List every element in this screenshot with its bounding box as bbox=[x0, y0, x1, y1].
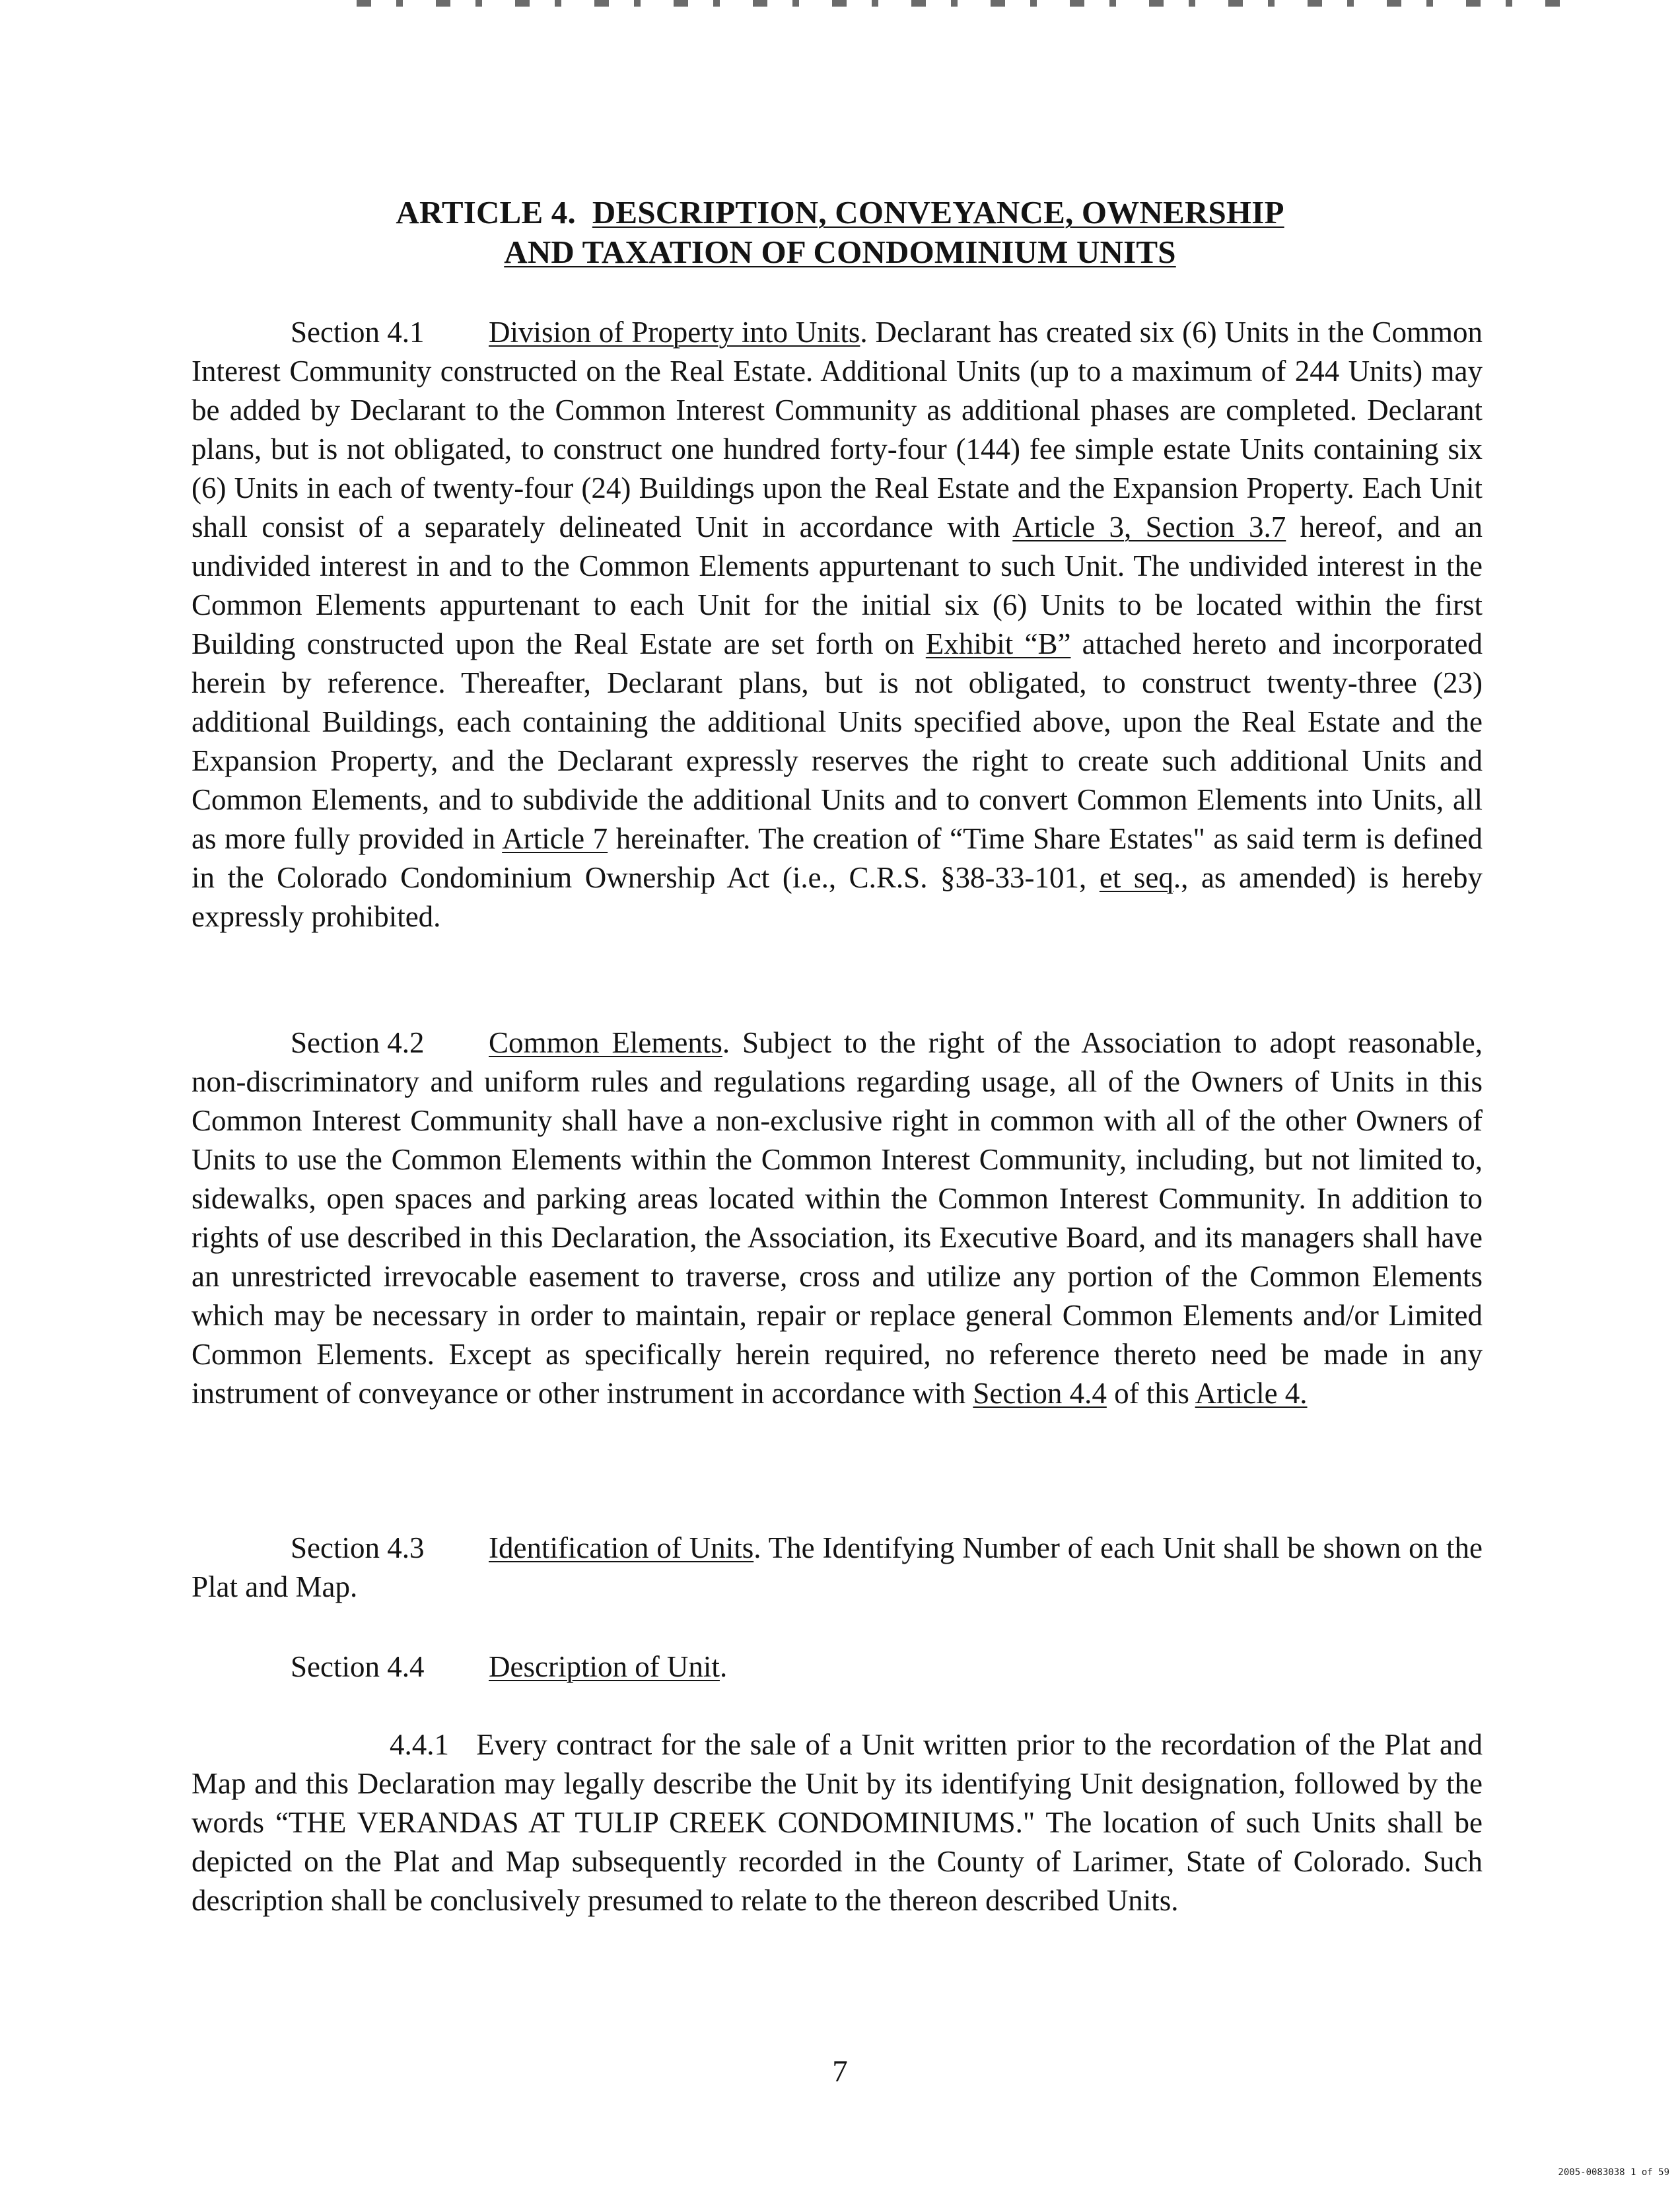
section-4-3-heading: Identification of Units bbox=[489, 1531, 754, 1564]
section-4-1-text-e: ., as amended) is hereby expressly prohibited. bbox=[192, 861, 1483, 933]
recording-stamp: 2005-0083038 1 of 59 bbox=[1558, 2167, 1669, 2178]
article-title-line-1 bbox=[0, 193, 1680, 232]
article-title-underlined-2: AND TAXATION OF CONDOMINIUM UNITS bbox=[504, 234, 1176, 270]
section-4-3-text-a: . The Identifying Number of each Unit shall be shown on the Plat and Map. bbox=[192, 1531, 1483, 1603]
section-4-1-text-a: . Declarant has created six (6) Units in the Common Interest Community constructed on the Real Estate. Additional Units (up to a maximum of 244 Units) may be added by Declarant to the Common Interest Community as additional phases are completed. Declarant plans, but is not obligated, to construct one hundred forty-four (144) fee simple estate Units containing six (6) Units in each of twenty-four (24) Buildings upon the Real Estate and the Expansion Property. Each Unit shall consist of a separately delineated Unit in accordance with bbox=[192, 316, 1483, 543]
cross-reference-link: et seq bbox=[1099, 861, 1173, 894]
subsection-4-4-1-text: Every contract for the sale of a Unit written prior to the recordation of the Plat and Map and this Declaration may legally describe the Unit by its identifying Unit designation, followed by the words “THE VERANDAS AT TULIP CREEK CONDOMINIUMS." The location of such Units shall be depicted on the Plat and Map subsequently recorded in the County of Larimer, State of Colorado. Such description shall be conclusively presumed to relate to the thereon described Units. bbox=[192, 1728, 1483, 1917]
section-4-1-text-d: hereinafter. The creation of “Time Share Estates" as said term is defined in the Colorado Condominium Ownership Act (i.e., C.R.S. §38-33-101, bbox=[192, 822, 1483, 894]
cross-reference-link: Section 4.4 bbox=[973, 1377, 1107, 1410]
article-title-underlined: DESCRIPTION, CONVEYANCE, OWNERSHIP bbox=[592, 194, 1284, 230]
scan-artifact-marks bbox=[357, 0, 1572, 7]
cross-reference-link: Exhibit “B” bbox=[925, 627, 1071, 660]
section-4-4-number: Section 4.4 bbox=[291, 1650, 425, 1683]
section-4-1-text-c: attached hereto and incorporated herein by reference. Thereafter, Declarant plans, but is not obligated, to construct twenty-three (23) additional Buildings, each containing the additional Units specified above, upon the Real Estate and the Expansion Property, and the Declarant expressly reserves the right to create such additional Units and Common Elements, and to subdivide the additional Units and to convert Common Elements into Units, all as more fully provided in bbox=[192, 627, 1483, 855]
section-4-2-paragraph bbox=[192, 1024, 1483, 1413]
subsection-4-4-1-paragraph bbox=[192, 1725, 1483, 1920]
section-4-3-number: Section 4.3 bbox=[291, 1531, 425, 1564]
section-4-4-tail: . bbox=[719, 1650, 728, 1683]
cross-reference-link: Article 3, Section 3.7 bbox=[1012, 510, 1286, 543]
page-number: 7 bbox=[832, 2054, 848, 2089]
section-4-2-text-a: . Subject to the right of the Association to adopt reasonable, non-discriminatory and uniform rules and regulations regarding usage, all of the Owners of Units in this Common Interest Community shall have a non-exclusive right in common with all of the other Owners of Units to use the Common Elements within the Common Interest Community, including, but not limited to, sidewalks, open spaces and parking areas located within the Common Interest Community. In addition to rights of use described in this Declaration, the Association, its Executive Board, and its managers shall have an unrestricted irrevocable easement to traverse, cross and utilize any portion of the Common Elements which may be necessary in order to maintain, repair or replace general Common Elements and/or Limited Common Elements. Except as specifically herein required, no reference thereto need be made in any instrument of conveyance or other instrument in accordance with bbox=[192, 1026, 1483, 1410]
subsection-4-4-1-number: 4.4.1 bbox=[390, 1728, 449, 1761]
section-4-1-text-b: hereof, and an undivided interest in and to the Common Elements appurtenant to such Unit. The undivided interest in the Common Elements appurtenant to each Unit for the initial six (6) Units to be located within the first Building constructed upon the Real Estate are set forth on bbox=[192, 510, 1483, 660]
section-4-1-paragraph bbox=[192, 313, 1483, 936]
article-title-line-2 bbox=[0, 232, 1680, 272]
section-4-4-heading-line bbox=[291, 1648, 727, 1686]
section-4-2-heading: Common Elements bbox=[489, 1026, 722, 1059]
section-4-4-heading: Description of Unit bbox=[489, 1650, 720, 1683]
section-4-2-text-b: of this bbox=[1106, 1377, 1195, 1410]
section-4-3-paragraph bbox=[192, 1529, 1483, 1607]
section-4-1-number: Section 4.1 bbox=[291, 316, 425, 349]
cross-reference-link: Article 7 bbox=[502, 822, 608, 855]
article-number: ARTICLE 4. bbox=[396, 194, 576, 230]
section-4-2-number: Section 4.2 bbox=[291, 1026, 425, 1059]
section-4-1-heading: Division of Property into Units bbox=[489, 316, 860, 349]
cross-reference-link: Article 4. bbox=[1195, 1377, 1308, 1410]
